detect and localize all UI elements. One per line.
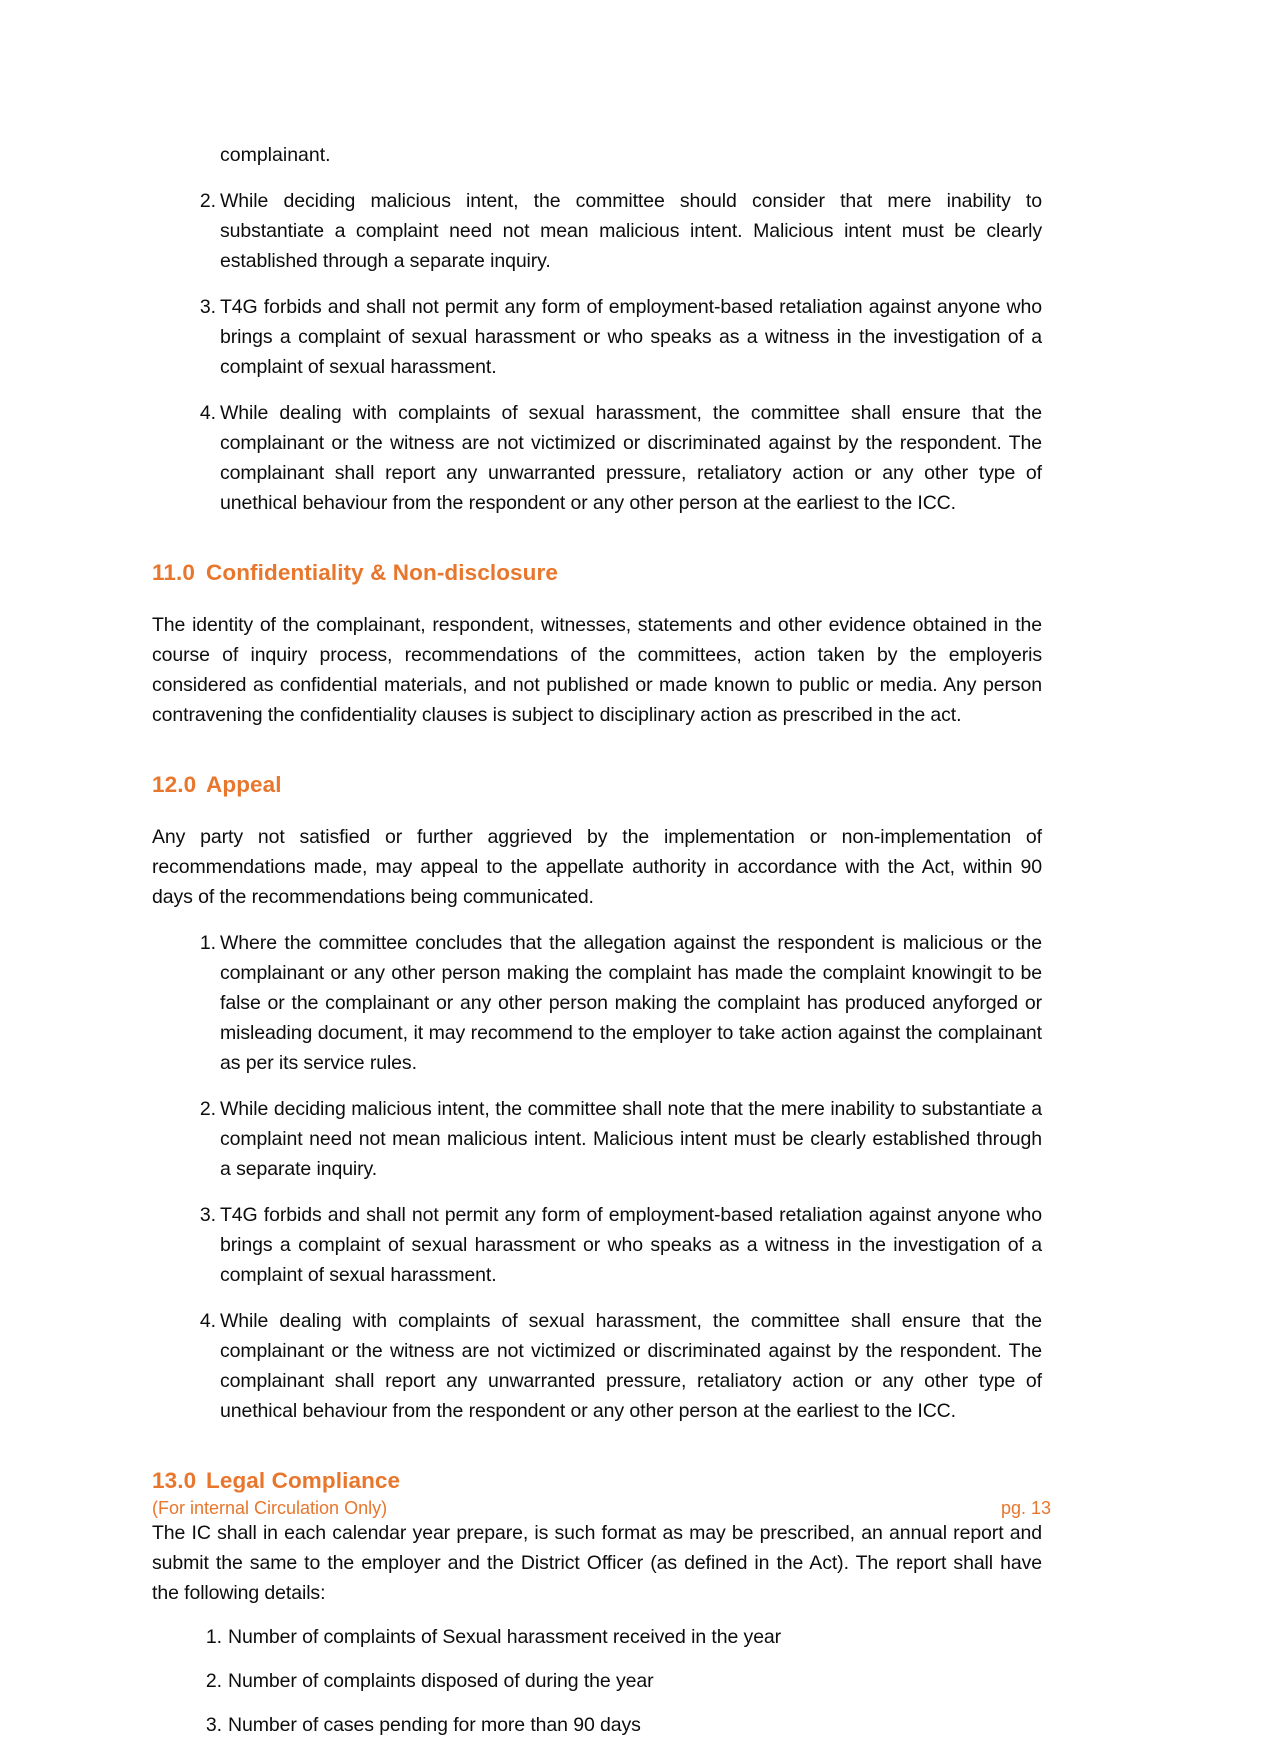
list-item-number: 1. <box>205 1626 222 1648</box>
section-title: Appeal <box>206 772 282 797</box>
section-number: 13.0 <box>152 1468 197 1493</box>
section-13-paragraph: The IC shall in each calendar year prepare, is such format as may be prescribed, an annual report and submit the same to the employer and the District Officer (as defined in the Act). The report shall have the following details: <box>152 1522 1042 1604</box>
list-item-text: Where the committee concludes that the allegation against the respondent is malicious or the complainant or any other person making the complaint has made the complaint knowingit to be false or the complainant or any other person making the complaint has produced anyforged or misleading document, it may recommend to the employer to take action against the complainant as per its service rules. <box>220 932 1042 1074</box>
section-heading-13 <box>152 1466 1042 1496</box>
list-item-number: 4. <box>199 1310 216 1332</box>
section-number: 12.0 <box>152 772 197 797</box>
compliance-numbered-list <box>152 1622 1042 1740</box>
list-item-number: 4. <box>199 402 216 424</box>
list-item-number: 3. <box>205 1714 222 1736</box>
list-item <box>152 1094 1042 1184</box>
list-item <box>152 1622 1042 1652</box>
list-item-text: While dealing with complaints of sexual harassment, the committee shall ensure that the complainant or the witness are not victimized or discriminated against by the respondent. The complainant shall report any unwarranted pressure, retaliatory action or any other type of unethical behaviour from the respondent or any other person at the earliest to the ICC. <box>220 1310 1042 1422</box>
list-item <box>152 292 1042 382</box>
section-12-paragraph: Any party not satisfied or further aggrieved by the implementation or non-implementation of recommendations made, may appeal to the appellate authority in accordance with the Act, within 90 days of the recommendations being communicated. <box>152 826 1042 908</box>
list-item <box>152 1306 1042 1426</box>
list-item <box>152 928 1042 1078</box>
list-item-number: 2. <box>199 190 216 212</box>
list-item-text: T4G forbids and shall not permit any form of employment-based retaliation against anyone who brings a complaint of sexual harassment or who speaks as a witness in the investigation of a complaint of sexual harassment. <box>220 1204 1042 1286</box>
section-heading-11 <box>152 558 1042 588</box>
list-item-text: Number of cases pending for more than 90 days <box>228 1714 641 1736</box>
list-item-number: 2. <box>205 1670 222 1692</box>
section-number: 11.0 <box>152 560 195 585</box>
list-item-text: While dealing with complaints of sexual harassment, the committee shall ensure that the complainant or the witness are not victimized or discriminated against by the respondent. The complainant shall report any unwarranted pressure, retaliatory action or any other type of unethical behaviour from the respondent or any other person at the earliest to the ICC. <box>220 402 1042 514</box>
list-item-number: 3. <box>199 1204 216 1226</box>
list-item-number: 1. <box>199 932 216 954</box>
list-item-text: T4G forbids and shall not permit any form of employment-based retaliation against anyone who brings a complaint of sexual harassment or who speaks as a witness in the investigation of a complaint of sexual harassment. <box>220 296 1042 378</box>
appeal-numbered-list <box>152 928 1042 1426</box>
list-item <box>152 1200 1042 1290</box>
list-item-number: 2. <box>199 1098 216 1120</box>
list-item <box>152 398 1042 518</box>
list-item-text: While deciding malicious intent, the committee should consider that mere inability to substantiate a complaint need not mean malicious intent. Malicious intent must be clearly established through a separate inquiry. <box>220 190 1042 272</box>
top-numbered-list <box>152 186 1042 518</box>
page-footer <box>152 1496 1123 1520</box>
section-title: Legal Compliance <box>206 1468 401 1493</box>
list-item <box>152 186 1042 276</box>
list-item-text: While deciding malicious intent, the committee shall note that the mere inability to substantiate a complaint need not mean malicious intent. Malicious intent must be clearly established through a separate inquiry. <box>220 1098 1042 1180</box>
footer-page-number: pg. 13 <box>1000 1498 1051 1518</box>
list-item <box>152 1666 1042 1696</box>
footer-circulation-note: (For internal Circulation Only) <box>152 1498 388 1518</box>
list-item-text: Number of complaints of Sexual harassment received in the year <box>228 1626 782 1648</box>
list-item <box>152 1710 1042 1740</box>
list-item-number: 3. <box>199 296 216 318</box>
section-title: Confidentiality & Non-disclosure <box>206 560 558 585</box>
section-11-paragraph: The identity of the complainant, respondent, witnesses, statements and other evidence obtained in the course of inquiry process, recommendations of the committees, action taken by the employeris considered as confidential materials, and not published or made known to public or media. Any person contravening the confidentiality clauses is subject to disciplinary action as prescribed in the act. <box>152 614 1042 726</box>
continued-line: complainant. <box>220 144 331 166</box>
list-item-text: Number of complaints disposed of during the year <box>228 1670 654 1692</box>
section-heading-12 <box>152 770 1042 800</box>
